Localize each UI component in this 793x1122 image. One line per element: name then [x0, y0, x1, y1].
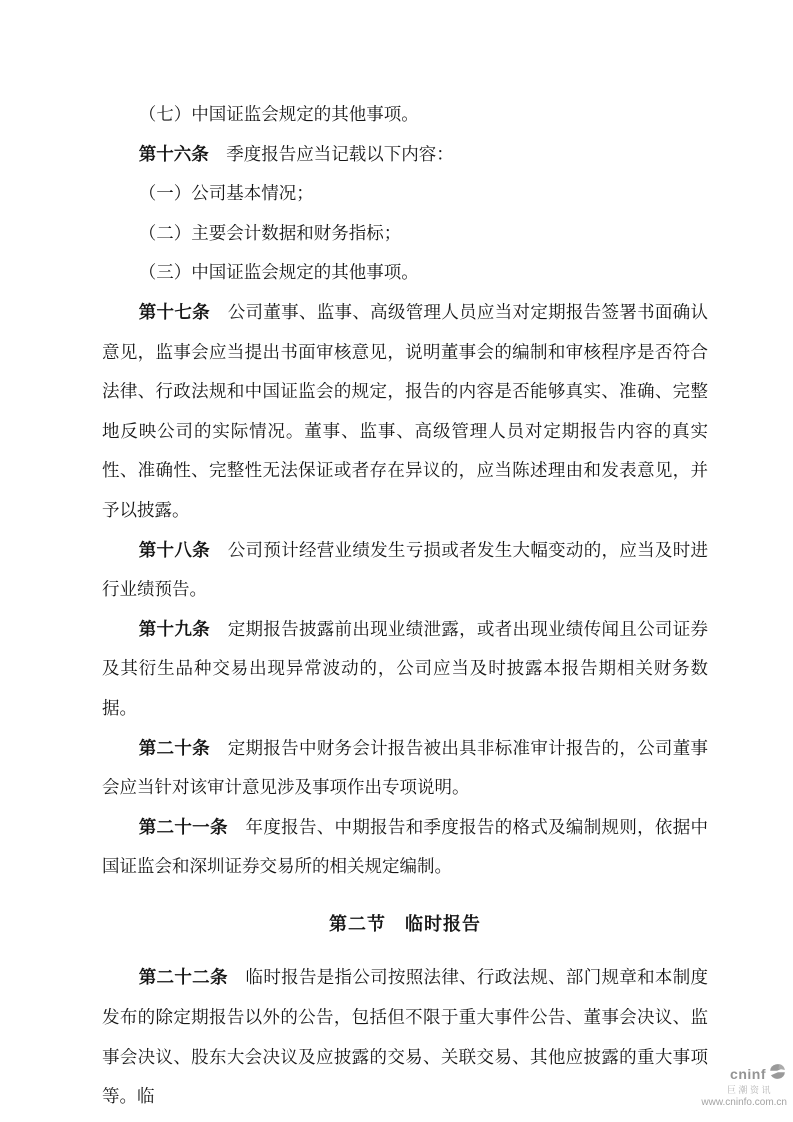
cninfo-chinese-name: 巨潮资讯: [726, 1085, 773, 1095]
article-number: 第二十二条: [138, 967, 228, 988]
article-18-paragraph: [102, 531, 708, 610]
article-17-paragraph: [102, 293, 708, 531]
paragraph-text: （二）主要会计数据和财务指标；: [138, 222, 402, 243]
article-number: 第十七条: [138, 301, 210, 322]
article-22-paragraph: [102, 958, 708, 1116]
paragraph-text: 定期报告中财务会计报告被出具非标准审计报告的，公司董事会应当针对该审计意见涉及事项作出专项说明。: [102, 737, 709, 798]
clause-item-7: [102, 95, 708, 135]
section-heading: 第二节 临时报告: [329, 913, 481, 934]
article-21-paragraph: [102, 808, 708, 887]
article-number: 第十九条: [138, 618, 210, 639]
paragraph-text: 公司董事、监事、高级管理人员应当对定期报告签署书面确认意见，监事会应当提出书面审核意见，说明董事会的编制和审核程序是否符合法律、行政法规和中国证监会的规定，报告的内容是否能够真实、准确、完整地反映公司的实际情况。董事、监事、高级管理人员对定期报告内容的真实性、准确性、完整性无法保证或者存在异议的，应当陈述理由和发表意见，并予以披露。: [102, 301, 709, 520]
document-body: [102, 95, 708, 1117]
cninfo-logo-top-row: [701, 1063, 787, 1084]
paragraph-text: 公司预计经营业绩发生亏损或者发生大幅变动的，应当及时进行业绩预告。: [102, 539, 709, 600]
paragraph-text: 定期报告披露前出现业绩泄露，或者出现业绩传闻且公司证券及其衍生品种交易出现异常波动的，公司应当及时披露本报告期相关财务数据。: [102, 618, 709, 718]
article-20-paragraph: [102, 729, 708, 808]
clause-item-1: [102, 174, 708, 214]
article-number: 第二十条: [138, 737, 210, 758]
paragraph-text: 临时报告是指公司按照法律、行政法规、部门规章和本制度发布的除定期报告以外的公告，包括但不限于重大事件公告、董事会决议、监事会决议、股东大会决议及应披露的交易、关联交易、其他应披露的重大事项等。临: [102, 967, 709, 1107]
paragraph-text: 季度报告应当记载以下内容：: [208, 143, 454, 164]
paragraph-text: （一）公司基本情况；: [138, 183, 314, 204]
paragraph-text: 年度报告、中期报告和季度报告的格式及编制规则，依据中国证监会和深圳证券交易所的相关规定编制。: [102, 816, 709, 877]
cninfo-logo: [701, 1063, 787, 1108]
article-number: 第二十一条: [138, 816, 228, 837]
cninfo-website-url: www.cninfo.com.cn: [701, 1097, 787, 1108]
article-16-paragraph: [102, 135, 708, 175]
clause-item-2: [102, 214, 708, 254]
cninfo-swirl-icon: [768, 1063, 787, 1084]
paragraph-text: （七）中国证监会规定的其他事项。: [138, 104, 419, 124]
paragraph-text: （三）中国证监会规定的其他事项。: [138, 262, 419, 283]
article-number: 第十八条: [138, 539, 210, 560]
article-number: 第十六条: [138, 143, 209, 164]
article-19-paragraph: [102, 610, 708, 729]
cninfo-wordmark: cninf: [730, 1065, 766, 1082]
clause-item-3: [102, 253, 708, 293]
